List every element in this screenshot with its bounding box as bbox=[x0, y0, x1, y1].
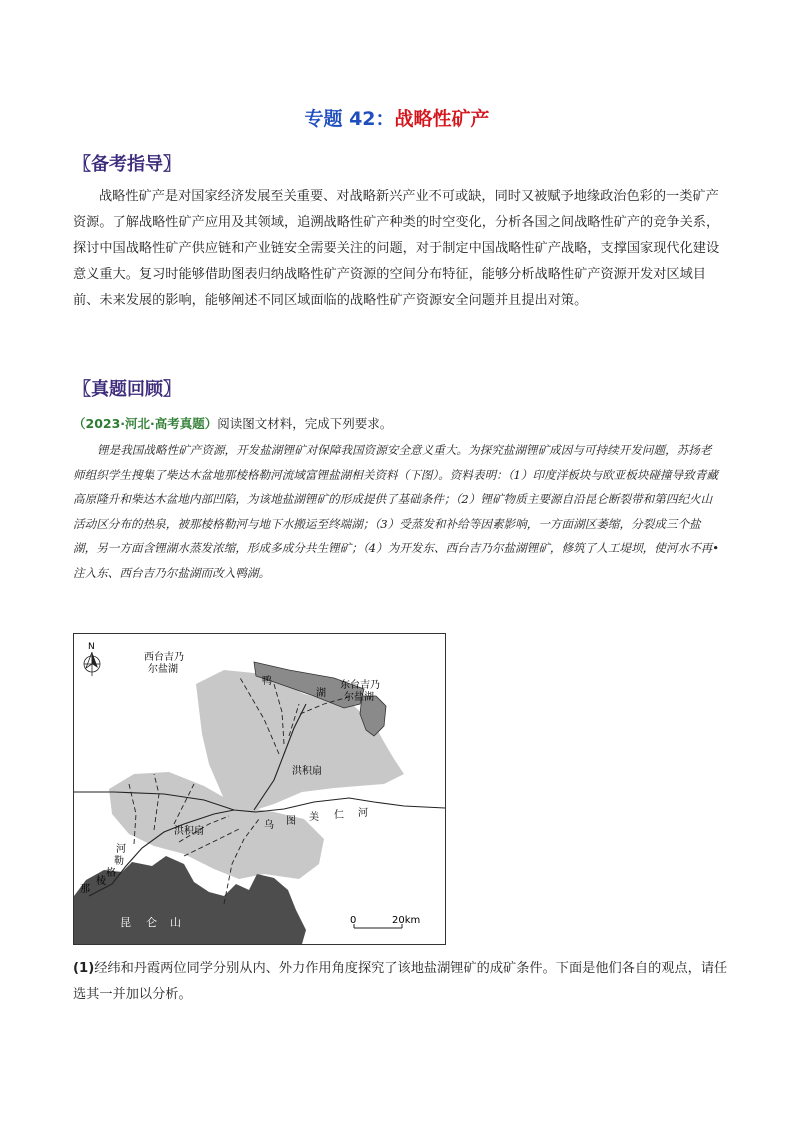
east-lake-label-2: 尔盐湖 bbox=[344, 692, 374, 703]
mountain-char-2: 仑 bbox=[146, 916, 157, 929]
guide-paragraph: 战略性矿产是对国家经济发展至关重要、对战略新兴产业不可或缺，同时又被赋予地缘政治色彩的一类矿产资源。了解战略性矿产应用及其领域，追溯战略性矿产种类的时空变化，分析各国之间战略性矿产的竞争关系，探讨中国战略性矿产供应链和产业链安全需要关注的问题，对于制定中国战略性矿产战略，支撑国家现代化建设意义重大。复习时能够借助图表归纳战略性矿产资源的空间分布特征，能够分析战略性矿产资源开发对区域目前、未来发展的影响，能够阐述不同区域面临的战略性矿产资源安全问题并且提出对策。 bbox=[73, 189, 720, 308]
question-1 bbox=[73, 956, 733, 1008]
alluvial-fan-label-1: 洪积扇 bbox=[292, 766, 322, 777]
page-title bbox=[0, 104, 794, 131]
material-paragraph: 锂是我国战略性矿产资源，开发盐湖锂矿对保障我国资源安全意义重大。为探究盐湖锂矿成因与可持续开发问题，苏扬老师组织学生搜集了柴达木盆地那棱格勒河流域富锂盐湖相关资料（下图）。资料表明：（1）印度洋板块与欧亚板块碰撞导致青藏高原隆升和柴达木盆地内部凹陷，为该地盐湖锂矿的形成提供了基础条件；（2）锂矿物质主要源自沿昆仑断裂带和第四纪火山活动区分布的热泉，被那棱格勒河与地下水搬运至终端湖；（3）受蒸发和补给等因素影响，一方面湖区萎缩，分裂成三个盐湖，另一方面含锂湖水蒸发浓缩，形成多成分共生锂矿；（4）为开发东、西台吉乃尔盐湖锂矿，修筑了人工堤坝，使河水不再•注入东、西台吉乃尔盐湖而改入鸭湖。 bbox=[73, 443, 720, 580]
wutu-river-char-3: 美 bbox=[309, 812, 319, 823]
nalengge-river-char-2: 勒 bbox=[114, 856, 124, 867]
scale-zero: 0 bbox=[350, 915, 357, 926]
wutu-river-char-5: 河 bbox=[358, 808, 368, 819]
map-svg bbox=[74, 634, 445, 944]
source-tag: （2023·河北·高考真题） bbox=[73, 416, 218, 431]
east-lake-label-1: 东台吉乃 bbox=[340, 680, 380, 691]
question-text: 经纬和丹霞两位同学分别从内、外力作用角度探究了该地盐湖锂矿的成矿条件。下面是他们各自的观点，请任选其一并加以分析。 bbox=[73, 961, 728, 1002]
north-label: N bbox=[88, 642, 95, 652]
question-number: (1) bbox=[73, 961, 95, 976]
nalengge-river-char-3: 格 bbox=[106, 868, 116, 879]
west-lake-label-2: 尔盐湖 bbox=[148, 664, 178, 675]
title-prefix: 专题 42： bbox=[304, 108, 395, 130]
duck-lake-label-2: 湖 bbox=[316, 688, 326, 699]
source-text: 阅读图文材料，完成下列要求。 bbox=[217, 416, 393, 431]
wutu-river-char-1: 乌 bbox=[264, 820, 274, 831]
wutu-river-char-4: 仁 bbox=[334, 810, 344, 821]
mountain-char-1: 昆 bbox=[120, 916, 131, 929]
title-main: 战略性矿产 bbox=[394, 108, 490, 130]
section-guide-heading: 〖备考指导〗 bbox=[73, 154, 181, 175]
duck-lake-label-1: 鸭 bbox=[262, 676, 272, 687]
north-arrow-icon bbox=[84, 652, 100, 676]
map-figure bbox=[73, 633, 446, 945]
west-lake-label-1: 西台吉乃 bbox=[144, 652, 184, 663]
mountain-char-3: 山 bbox=[170, 916, 181, 929]
nalengge-river-char-5: 那 bbox=[80, 884, 90, 895]
wutu-river-char-2: 图 bbox=[286, 816, 296, 827]
nalengge-river-char-1: 河 bbox=[116, 844, 126, 855]
question-source bbox=[73, 414, 723, 432]
nalengge-river-char-4: 棱 bbox=[96, 876, 106, 887]
section-review-heading: 〖真题回顾〗 bbox=[73, 379, 181, 400]
scale-distance: 20km bbox=[392, 915, 421, 926]
alluvial-fan-label-2: 洪积扇 bbox=[174, 826, 204, 837]
